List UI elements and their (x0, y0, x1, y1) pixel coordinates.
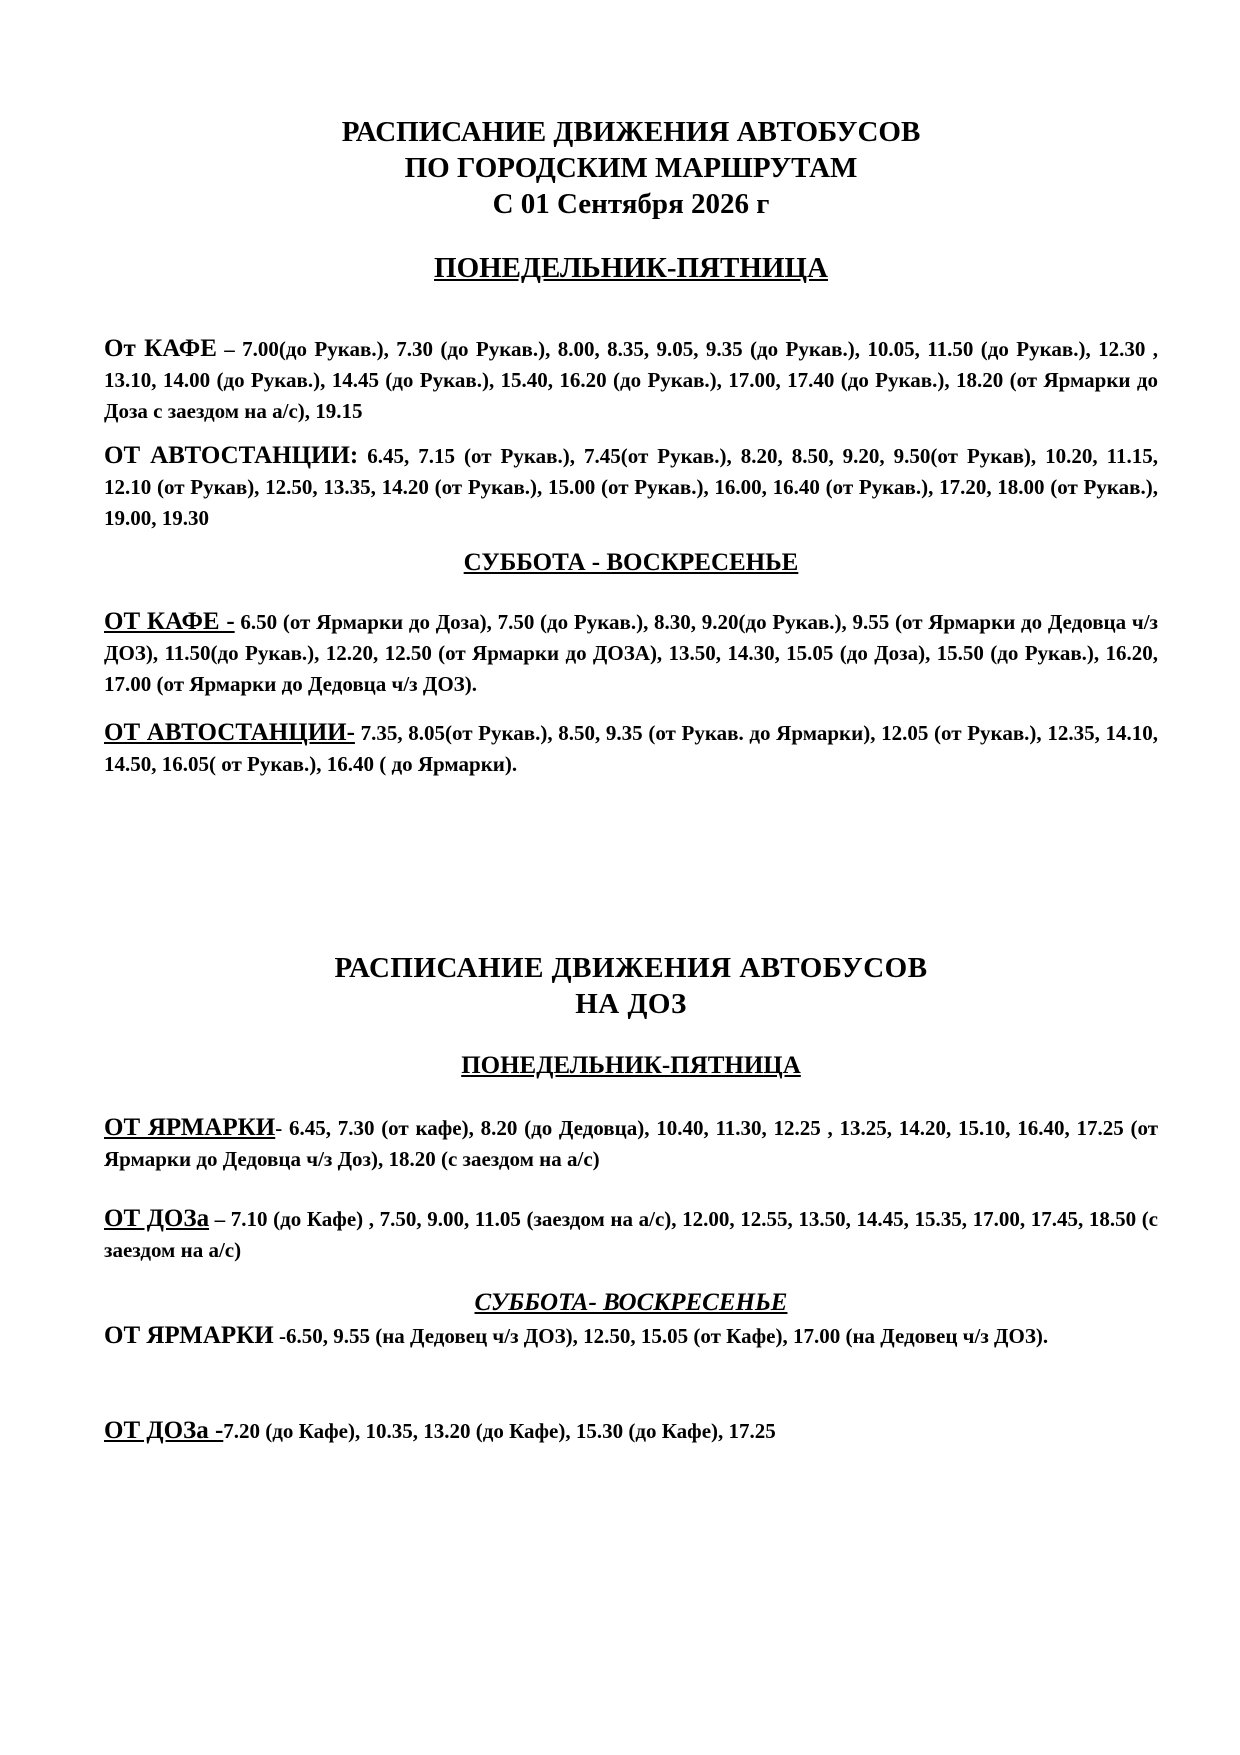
doz-title (104, 950, 1158, 1022)
city-weekday-cafe-schedule (104, 333, 1158, 427)
main-title-line-3: С 01 Сентября 2026 г (492, 188, 770, 220)
city-weekend-station-label: ОТ АВТОСТАНЦИИ- (104, 719, 355, 746)
doz-weekday-heading: ПОНЕДЕЛЬНИК-ПЯТНИЦА (461, 1052, 801, 1079)
main-title-line-2: ПО ГОРОДСКИМ МАРШРУТАМ (404, 152, 858, 184)
main-title (104, 114, 1158, 222)
doz-title-line-1: РАСПИСАНИЕ ДВИЖЕНИЯ АВТОБУСОВ (334, 952, 928, 984)
doz-weekend-doz-label: ОТ ДОЗа - (104, 1417, 224, 1444)
city-weekday-station-times: 6.45, 7.15 (от Рукав.), 7.45(от Рукав.), 8.20, 8.50, 9.20, 9.50(от Рукав), 10.20, 11.15, 12.10 (от Рукав), 12.50, 13.35, 14.20 (от Рукав.), 15.00 (от Рукав.), 16.00, 16.40 (от Рукав.), 17.20, 18.00 (от Рукав.), 19.00, 19.30 (104, 444, 1158, 530)
doz-weekend-fair-label: ОТ ЯРМАРКИ (104, 1322, 274, 1349)
city-weekday-cafe-label: От КАФЕ (104, 335, 217, 362)
doz-weekday-doz-label: ОТ ДОЗа (104, 1205, 210, 1232)
city-weekday-cafe-times: – 7.00(до Рукав.), 7.30 (до Рукав.), 8.00, 8.35, 9.05, 9.35 (до Рукав.), 10.05, 11.50 (до Рукав.), 12.30 , 13.10, 14.00 (до Рукав.), 14.45 (до Рукав.), 15.40, 16.20 (до Рукав.), 17.00, 17.40 (до Рукав.), 18.20 (от Ярмарки до Доза с заездом на а/с), 19.15 (104, 337, 1158, 423)
city-weekend-station-times: 7.35, 8.05(от Рукав.), 8.50, 9.35 (от Рукав. до Ярмарки), 12.05 (от Рукав.), 12.35, 14.10, 14.50, 16.05( от Рукав.), 16.40 ( до Ярмарки). (104, 721, 1158, 776)
doz-weekend-fair-times: -6.50, 9.55 (на Дедовец ч/з ДОЗ), 12.50, 15.05 (от Кафе), 17.00 (на Дедовец ч/з ДОЗ). (273, 1324, 1049, 1348)
doz-weekday-fair-label: ОТ ЯРМАРКИ (104, 1114, 276, 1141)
city-weekend-cafe-label: ОТ КАФЕ - (104, 608, 235, 635)
weekday-heading: ПОНЕДЕЛЬНИК-ПЯТНИЦА (434, 252, 828, 284)
doz-weekday-fair-schedule (104, 1112, 1158, 1175)
doz-title-line-2: НА ДОЗ (575, 988, 687, 1020)
city-weekend-station-schedule (104, 717, 1158, 780)
doz-weekend-doz-times: 7.20 (до Кафе), 10.35, 13.20 (до Кафе), 15.30 (до Кафе), 17.25 (223, 1419, 776, 1443)
doz-weekend-heading: СУББОТА- ВОСКРЕСЕНЬЕ (474, 1289, 788, 1316)
main-title-line-1: РАСПИСАНИЕ ДВИЖЕНИЯ АВТОБУСОВ (341, 116, 921, 148)
weekend-heading: СУББОТА - ВОСКРЕСЕНЬЕ (463, 549, 799, 576)
doz-weekday-doz-schedule (104, 1203, 1158, 1266)
city-weekend-cafe-schedule (104, 606, 1158, 700)
doz-weekday-doz-times: – 7.10 (до Кафе) , 7.50, 9.00, 11.05 (заездом на а/с), 12.00, 12.55, 13.50, 14.45, 15.35, 17.00, 17.45, 18.50 (с заездом на а/с) (104, 1207, 1159, 1262)
doz-weekend-fair-schedule (104, 1320, 1158, 1352)
doz-weekend-doz-schedule (104, 1415, 1158, 1447)
city-weekday-station-schedule (104, 440, 1158, 534)
doz-weekday-fair-times: - 6.45, 7.30 (от кафе), 8.20 (до Дедовца), 10.40, 11.30, 12.25 , 13.25, 14.20, 15.10, 16.40, 17.25 (от Ярмарки до Дедовца ч/з Доз), 18.20 (с заездом на а/с) (104, 1116, 1159, 1171)
city-weekend-cafe-times: 6.50 (от Ярмарки до Доза), 7.50 (до Рукав.), 8.30, 9.20(до Рукав.), 9.55 (от Ярмарки до Дедовца ч/з ДОЗ), 11.50(до Рукав.), 12.20, 12.50 (от Ярмарки до ДОЗА), 13.50, 14.30, 15.05 (до Доза), 15.50 (до Рукав.), 16.20, 17.00 (от Ярмарки до Дедовца ч/з ДОЗ). (104, 610, 1158, 696)
city-weekday-station-label: ОТ АВТОСТАНЦИИ: (104, 442, 359, 469)
